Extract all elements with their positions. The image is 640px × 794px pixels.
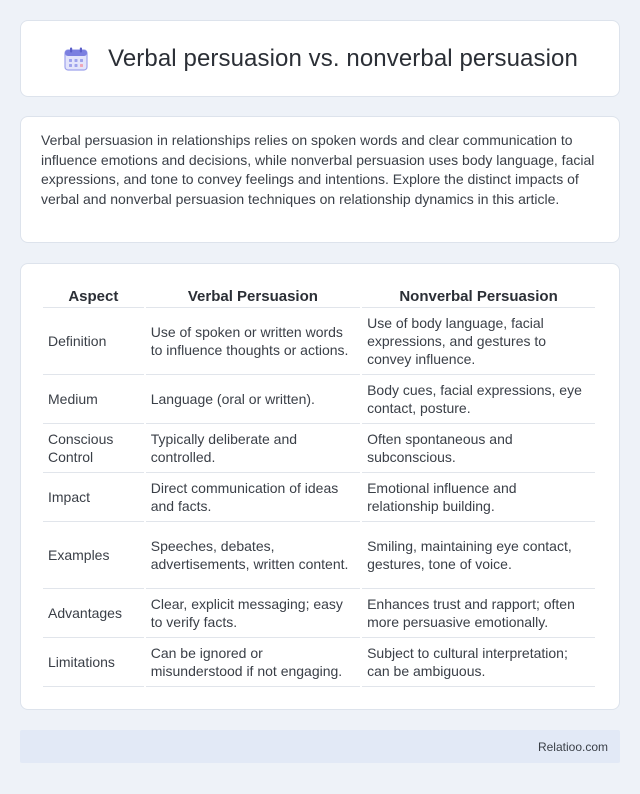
cell-nonverbal: Emotional influence and relationship building. <box>362 473 595 522</box>
comparison-table <box>41 286 597 687</box>
table-row <box>43 424 595 473</box>
cell-aspect: Examples <box>43 522 144 589</box>
title-wrap <box>62 45 578 73</box>
table-row <box>43 522 595 589</box>
footer <box>20 730 620 763</box>
cell-nonverbal: Body cues, facial expressions, eye contact, posture. <box>362 375 595 424</box>
table-row <box>43 308 595 375</box>
cell-aspect: Conscious Control <box>43 424 144 473</box>
column-header-nonverbal: Nonverbal Persuasion <box>362 286 595 308</box>
intro-paragraph: Verbal persuasion in relationships relies on spoken words and clear communication to influence emotions and decisions, while nonverbal persuasion uses body language, facial expressions, and tone to convey feelings and intentions. Explore the distinct impacts of verbal and nonverbal persuasion techniques on relationship dynamics in this article. <box>41 132 595 207</box>
footer-site-name: Relatioo.com <box>537 739 608 754</box>
intro-card <box>20 116 620 243</box>
cell-aspect: Limitations <box>43 638 144 687</box>
cell-verbal: Can be ignored or misunderstood if not engaging. <box>146 638 360 687</box>
cell-nonverbal: Smiling, maintaining eye contact, gestures, tone of voice. <box>362 522 595 589</box>
page-title: Verbal persuasion vs. nonverbal persuasion <box>108 44 578 72</box>
cell-aspect: Impact <box>43 473 144 522</box>
cell-nonverbal: Use of body language, facial expressions, and gestures to convey influence. <box>362 308 595 375</box>
column-header-aspect: Aspect <box>43 286 144 308</box>
cell-verbal: Use of spoken or written words to influence thoughts or actions. <box>146 308 360 375</box>
comparison-table-card <box>20 263 620 710</box>
cell-verbal: Direct communication of ideas and facts. <box>146 473 360 522</box>
cell-aspect: Definition <box>43 308 144 375</box>
cell-aspect: Advantages <box>43 589 144 638</box>
table-row <box>43 473 595 522</box>
table-header-row <box>43 286 595 308</box>
cell-nonverbal: Often spontaneous and subconscious. <box>362 424 595 473</box>
cell-nonverbal: Enhances trust and rapport; often more persuasive emotionally. <box>362 589 595 638</box>
table-row <box>43 589 595 638</box>
column-header-verbal: Verbal Persuasion <box>146 286 360 308</box>
cell-verbal: Speeches, debates, advertisements, written content. <box>146 522 360 589</box>
cell-verbal: Typically deliberate and controlled. <box>146 424 360 473</box>
title-card <box>20 20 620 97</box>
cell-nonverbal: Subject to cultural interpretation; can be ambiguous. <box>362 638 595 687</box>
cell-aspect: Medium <box>43 375 144 424</box>
cell-verbal: Language (oral or written). <box>146 375 360 424</box>
calendar-icon <box>62 45 90 73</box>
table-row <box>43 638 595 687</box>
cell-verbal: Clear, explicit messaging; easy to verify facts. <box>146 589 360 638</box>
table-row <box>43 375 595 424</box>
